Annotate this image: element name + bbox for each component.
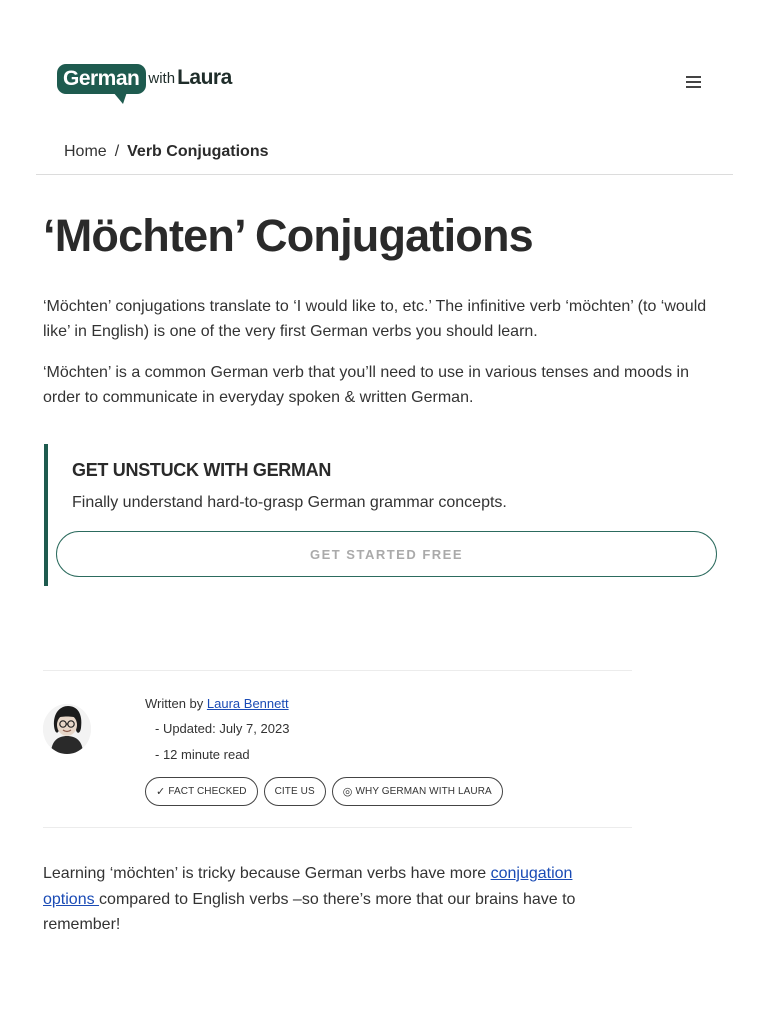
site-logo[interactable] bbox=[57, 64, 232, 106]
chip-label: WHY GERMAN WITH LAURA bbox=[355, 786, 492, 797]
read-time: - 12 minute read bbox=[155, 747, 250, 762]
header-divider bbox=[36, 174, 733, 175]
why-german-with-laura-chip[interactable] bbox=[332, 777, 503, 806]
body-text-start: Learning ‘möchten’ is tricky because German verbs have more bbox=[43, 865, 491, 882]
at-sign-icon: ◎ bbox=[342, 786, 353, 798]
breadcrumb-separator: / bbox=[114, 143, 120, 160]
chip-label: CITE US bbox=[274, 786, 315, 797]
author-avatar bbox=[43, 704, 91, 754]
author-divider bbox=[43, 827, 632, 828]
intro-paragraph: ‘Möchten’ conjugations translate to ‘I would like to, etc.’ The infinitive verb ‘möchten’ (to ‘would like’ in English) is one of the very first German verbs you should learn. bbox=[43, 298, 707, 340]
site-header bbox=[0, 0, 768, 130]
logo-with-text: with bbox=[148, 70, 176, 87]
logo-laura-text: Laura bbox=[177, 66, 232, 89]
checkmark-icon: ✓ bbox=[156, 786, 166, 798]
page-title: ‘Möchten’ Conjugations bbox=[43, 210, 533, 261]
cite-us-chip[interactable] bbox=[264, 777, 326, 806]
body-text-end: compared to English verbs –so there’s more that our brains have to remember! bbox=[43, 890, 576, 933]
logo-speech-bubble: German bbox=[57, 64, 146, 94]
chip-label: FACT CHECKED bbox=[168, 786, 247, 797]
cta-box bbox=[44, 444, 724, 586]
author-chips bbox=[145, 777, 503, 806]
hamburger-menu-icon[interactable] bbox=[684, 74, 704, 92]
author-byline bbox=[145, 695, 289, 713]
menu-line bbox=[686, 76, 701, 78]
cta-text: Finally understand hard-to-grasp German grammar concepts. bbox=[72, 494, 507, 511]
intro-paragraph: ‘Möchten’ is a common German verb that you’ll need to use in various tenses and moods in order to communicate in everyday spoken & written German. bbox=[43, 364, 689, 406]
breadcrumb-current[interactable]: Verb Conjugations bbox=[127, 143, 269, 160]
author-divider bbox=[43, 670, 632, 671]
menu-line bbox=[686, 86, 701, 88]
avatar-illustration bbox=[43, 704, 91, 754]
written-by-label: Written by bbox=[145, 696, 204, 711]
conjugation-options-link[interactable]: conjugation options bbox=[43, 865, 573, 908]
body-paragraph bbox=[43, 861, 623, 938]
get-started-button[interactable]: GET STARTED FREE bbox=[56, 531, 717, 577]
fact-checked-chip[interactable] bbox=[145, 777, 258, 806]
updated-date: - Updated: July 7, 2023 bbox=[155, 721, 290, 736]
author-link[interactable]: Laura Bennett bbox=[206, 696, 289, 711]
breadcrumb-home[interactable]: Home bbox=[64, 143, 107, 160]
cta-title: GET UNSTUCK WITH GERMAN bbox=[72, 460, 332, 480]
breadcrumb bbox=[64, 141, 268, 163]
menu-line bbox=[686, 81, 701, 83]
